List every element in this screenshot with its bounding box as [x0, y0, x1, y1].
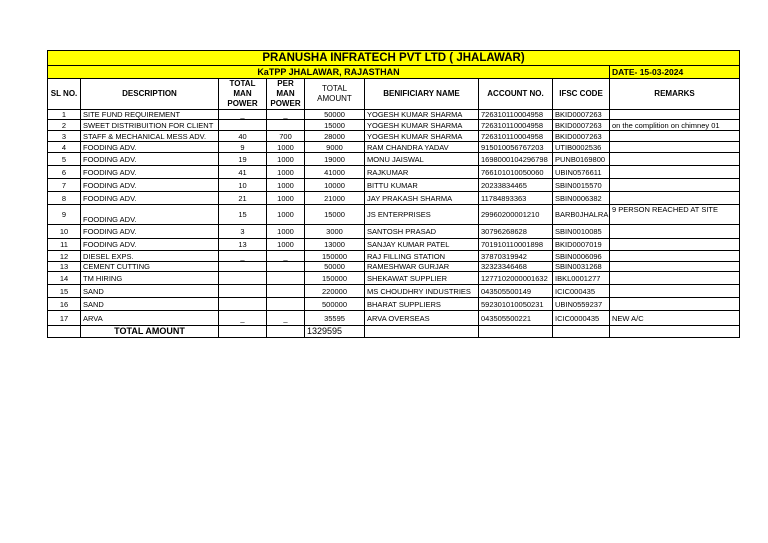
- header-total-man-power: TOTAL MAN POWER: [219, 79, 267, 110]
- cell-ifsc-code: UBIN0559237: [553, 298, 610, 311]
- cell-sl-no: 16: [48, 298, 81, 311]
- table-row: [48, 251, 740, 262]
- cell-beneficiary-name: MS CHOUDHRY INDUSTRIES: [365, 285, 479, 298]
- cell-ifsc-code: BKID0007263: [553, 110, 610, 120]
- cell-description: FOODING ADV.: [81, 166, 219, 179]
- cell-total-amount: 9000: [305, 142, 365, 153]
- cell-beneficiary-name: YOGESH KUMAR SHARMA: [365, 110, 479, 120]
- cell-per-man-power: 1000: [267, 239, 305, 251]
- total-row: [48, 326, 740, 338]
- cell-sl-no: 4: [48, 142, 81, 153]
- cell-total-man-power: _: [219, 110, 267, 120]
- cell-per-man-power: _: [267, 110, 305, 120]
- cell-account-no: 30796268628: [479, 225, 553, 239]
- cell-total-man-power: 9: [219, 142, 267, 153]
- cell-total-man-power: 15: [219, 205, 267, 225]
- cell-total-amount: 21000: [305, 192, 365, 205]
- cell-per-man-power: [267, 298, 305, 311]
- cell-remarks: NEW A/C: [610, 311, 740, 326]
- cell-account-no: 592301010050231: [479, 298, 553, 311]
- table-row: [48, 142, 740, 153]
- total-blank-2: [219, 326, 267, 338]
- cell-remarks: [610, 298, 740, 311]
- cell-total-amount: 500000: [305, 298, 365, 311]
- total-blank-5: [479, 326, 553, 338]
- cell-per-man-power: 1000: [267, 192, 305, 205]
- cell-remarks: [610, 179, 740, 192]
- cell-description: SITE FUND REQUIREMENT: [81, 110, 219, 120]
- cell-per-man-power: 1000: [267, 179, 305, 192]
- cell-remarks: [610, 166, 740, 179]
- date-label: DATE- 15-03-2024: [610, 66, 740, 79]
- total-label: TOTAL AMOUNT: [81, 326, 219, 338]
- cell-per-man-power: 1000: [267, 153, 305, 166]
- cell-beneficiary-name: SANJAY KUMAR PATEL: [365, 239, 479, 251]
- cell-beneficiary-name: RAJ FILLING STATION: [365, 251, 479, 262]
- cell-remarks: [610, 239, 740, 251]
- cell-beneficiary-name: RAJKUMAR: [365, 166, 479, 179]
- cell-account-no: 726310110004958: [479, 131, 553, 142]
- cell-remarks: [610, 272, 740, 285]
- cell-ifsc-code: SBIN0010085: [553, 225, 610, 239]
- cell-total-man-power: [219, 262, 267, 272]
- cell-sl-no: 1: [48, 110, 81, 120]
- cell-beneficiary-name: SHEKAWAT SUPPLIER: [365, 272, 479, 285]
- cell-ifsc-code: SBIN0006382: [553, 192, 610, 205]
- cell-total-man-power: 3: [219, 225, 267, 239]
- cell-account-no: 37870319942: [479, 251, 553, 262]
- cell-beneficiary-name: ARVA OVERSEAS: [365, 311, 479, 326]
- cell-total-amount: 35595: [305, 311, 365, 326]
- table-row: [48, 272, 740, 285]
- total-value: 1329595: [305, 326, 365, 338]
- cell-total-amount: 13000: [305, 239, 365, 251]
- cell-sl-no: 6: [48, 166, 81, 179]
- cell-sl-no: 11: [48, 239, 81, 251]
- cell-total-amount: 220000: [305, 285, 365, 298]
- cell-per-man-power: [267, 262, 305, 272]
- table-row: [48, 131, 740, 142]
- payment-sheet: [47, 50, 740, 338]
- cell-ifsc-code: SBIN0015570: [553, 179, 610, 192]
- cell-beneficiary-name: MONU JAISWAL: [365, 153, 479, 166]
- cell-description: SAND: [81, 298, 219, 311]
- cell-per-man-power: 1000: [267, 205, 305, 225]
- cell-account-no: 20233834465: [479, 179, 553, 192]
- cell-total-amount: 10000: [305, 179, 365, 192]
- cell-remarks: [610, 142, 740, 153]
- header-account-no: ACCOUNT NO.: [479, 79, 553, 110]
- total-blank-1: [48, 326, 81, 338]
- cell-total-man-power: 19: [219, 153, 267, 166]
- cell-sl-no: 9: [48, 205, 81, 225]
- cell-sl-no: 15: [48, 285, 81, 298]
- cell-total-amount: 3000: [305, 225, 365, 239]
- cell-total-man-power: 40: [219, 131, 267, 142]
- cell-total-amount: 50000: [305, 262, 365, 272]
- cell-description: SWEET DISTRIBUITION FOR CLIENT: [81, 120, 219, 131]
- total-blank-3: [267, 326, 305, 338]
- cell-remarks: 9 PERSON REACHED AT SITE: [610, 205, 740, 225]
- table-row: [48, 120, 740, 131]
- cell-beneficiary-name: BHARAT SUPPLIERS: [365, 298, 479, 311]
- header-description: DESCRIPTION: [81, 79, 219, 110]
- cell-total-man-power: 13: [219, 239, 267, 251]
- cell-remarks: [610, 285, 740, 298]
- cell-beneficiary-name: BITTU KUMAR: [365, 179, 479, 192]
- cell-description: STAFF & MECHANICAL MESS ADV.: [81, 131, 219, 142]
- total-blank-6: [553, 326, 610, 338]
- cell-description: FOODING ADV.: [81, 225, 219, 239]
- cell-description: FOODING ADV.: [81, 179, 219, 192]
- cell-ifsc-code: UBIN0576611: [553, 166, 610, 179]
- cell-description: FOODING ADV.: [81, 239, 219, 251]
- table-row: [48, 239, 740, 251]
- cell-total-man-power: 41: [219, 166, 267, 179]
- cell-per-man-power: _: [267, 251, 305, 262]
- table-row: [48, 285, 740, 298]
- table-row: [48, 153, 740, 166]
- cell-sl-no: 7: [48, 179, 81, 192]
- cell-total-man-power: [219, 298, 267, 311]
- cell-ifsc-code: SBIN0006096: [553, 251, 610, 262]
- cell-sl-no: 10: [48, 225, 81, 239]
- cell-per-man-power: _: [267, 311, 305, 326]
- cell-per-man-power: 700: [267, 131, 305, 142]
- cell-ifsc-code: ICIC0000435: [553, 311, 610, 326]
- header-total-amount: TOTAL AMOUNT: [305, 79, 365, 110]
- cell-ifsc-code: IBKL0001277: [553, 272, 610, 285]
- cell-remarks: [610, 225, 740, 239]
- cell-sl-no: 13: [48, 262, 81, 272]
- cell-total-amount: 15000: [305, 205, 365, 225]
- header-beneficiary-name: BENIFICIARY NAME: [365, 79, 479, 110]
- cell-ifsc-code: BARB0JHALRA: [553, 205, 610, 225]
- cell-account-no: 11784893363: [479, 192, 553, 205]
- cell-per-man-power: [267, 272, 305, 285]
- company-title: PRANUSHA INFRATECH PVT LTD ( JHALAWAR): [48, 51, 740, 66]
- header-sl-no: SL NO.: [48, 79, 81, 110]
- header-per-man-power: PER MAN POWER: [267, 79, 305, 110]
- cell-total-man-power: [219, 120, 267, 131]
- cell-ifsc-code: PUNB0169800: [553, 153, 610, 166]
- cell-remarks: [610, 153, 740, 166]
- cell-ifsc-code: BKID0007263: [553, 120, 610, 131]
- cell-per-man-power: [267, 285, 305, 298]
- cell-account-no: 726310110004958: [479, 110, 553, 120]
- cell-description: CEMENT CUTTING: [81, 262, 219, 272]
- cell-sl-no: 8: [48, 192, 81, 205]
- cell-remarks: [610, 192, 740, 205]
- cell-per-man-power: 1000: [267, 225, 305, 239]
- cell-sl-no: 12: [48, 251, 81, 262]
- cell-beneficiary-name: RAM CHANDRA YADAV: [365, 142, 479, 153]
- table-row: [48, 179, 740, 192]
- cell-remarks: [610, 131, 740, 142]
- cell-remarks: [610, 251, 740, 262]
- cell-sl-no: 2: [48, 120, 81, 131]
- cell-beneficiary-name: YOGESH KUMAR SHARMA: [365, 131, 479, 142]
- cell-description: FOODING ADV.: [81, 142, 219, 153]
- cell-total-amount: 19000: [305, 153, 365, 166]
- header-remarks: REMARKS: [610, 79, 740, 110]
- cell-ifsc-code: BKID0007019: [553, 239, 610, 251]
- cell-description: TM HIRING: [81, 272, 219, 285]
- cell-remarks: [610, 262, 740, 272]
- table-row: [48, 205, 740, 225]
- cell-per-man-power: 1000: [267, 166, 305, 179]
- cell-ifsc-code: UTIB0002536: [553, 142, 610, 153]
- cell-description: SAND: [81, 285, 219, 298]
- table-row: [48, 298, 740, 311]
- cell-beneficiary-name: JAY PRAKASH SHARMA: [365, 192, 479, 205]
- cell-account-no: 1698000104296798: [479, 153, 553, 166]
- table-row: [48, 192, 740, 205]
- cell-sl-no: 17: [48, 311, 81, 326]
- cell-total-man-power: _: [219, 311, 267, 326]
- cell-total-man-power: [219, 272, 267, 285]
- table-row: [48, 262, 740, 272]
- cell-description: FOODING ADV.: [81, 192, 219, 205]
- cell-account-no: 726310110004958: [479, 120, 553, 131]
- cell-beneficiary-name: YOGESH KUMAR SHARMA: [365, 120, 479, 131]
- cell-ifsc-code: SBIN0031268: [553, 262, 610, 272]
- cell-description: FOODING ADV.: [81, 153, 219, 166]
- table-row: [48, 110, 740, 120]
- cell-account-no: 915010056767203: [479, 142, 553, 153]
- total-blank-4: [365, 326, 479, 338]
- cell-total-amount: 150000: [305, 272, 365, 285]
- cell-account-no: 32323346468: [479, 262, 553, 272]
- cell-sl-no: 3: [48, 131, 81, 142]
- cell-total-amount: 41000: [305, 166, 365, 179]
- cell-beneficiary-name: RAMESHWAR GURJAR: [365, 262, 479, 272]
- cell-beneficiary-name: JS ENTERPRISES: [365, 205, 479, 225]
- cell-total-amount: 50000: [305, 110, 365, 120]
- cell-ifsc-code: BKID0007263: [553, 131, 610, 142]
- cell-total-man-power: 21: [219, 192, 267, 205]
- cell-description: DIESEL EXPS.: [81, 251, 219, 262]
- cell-total-amount: 28000: [305, 131, 365, 142]
- cell-sl-no: 5: [48, 153, 81, 166]
- cell-total-amount: 15000: [305, 120, 365, 131]
- table-row: [48, 166, 740, 179]
- cell-remarks: on the complition on chimney 01: [610, 120, 740, 131]
- cell-ifsc-code: ICIC000435: [553, 285, 610, 298]
- table-row: [48, 225, 740, 239]
- cell-description: ARVA: [81, 311, 219, 326]
- cell-per-man-power: [267, 120, 305, 131]
- header-ifsc-code: IFSC CODE: [553, 79, 610, 110]
- cell-remarks: [610, 110, 740, 120]
- table-row: [48, 311, 740, 326]
- cell-total-amount: 150000: [305, 251, 365, 262]
- cell-per-man-power: 1000: [267, 142, 305, 153]
- total-blank-7: [610, 326, 740, 338]
- cell-total-man-power: [219, 285, 267, 298]
- cell-description: FOODING ADV.: [81, 205, 219, 225]
- cell-account-no: 1277102000001632: [479, 272, 553, 285]
- cell-sl-no: 14: [48, 272, 81, 285]
- cell-total-man-power: _: [219, 251, 267, 262]
- cell-account-no: 701910110001898: [479, 239, 553, 251]
- cell-account-no: 043505500221: [479, 311, 553, 326]
- cell-account-no: 766101010050060: [479, 166, 553, 179]
- cell-total-man-power: 10: [219, 179, 267, 192]
- cell-account-no: 043505500149: [479, 285, 553, 298]
- cell-beneficiary-name: SANTOSH PRASAD: [365, 225, 479, 239]
- cell-account-no: 29960200001210: [479, 205, 553, 225]
- site-subtitle: KaTPP JHALAWAR, RAJASTHAN: [48, 66, 610, 79]
